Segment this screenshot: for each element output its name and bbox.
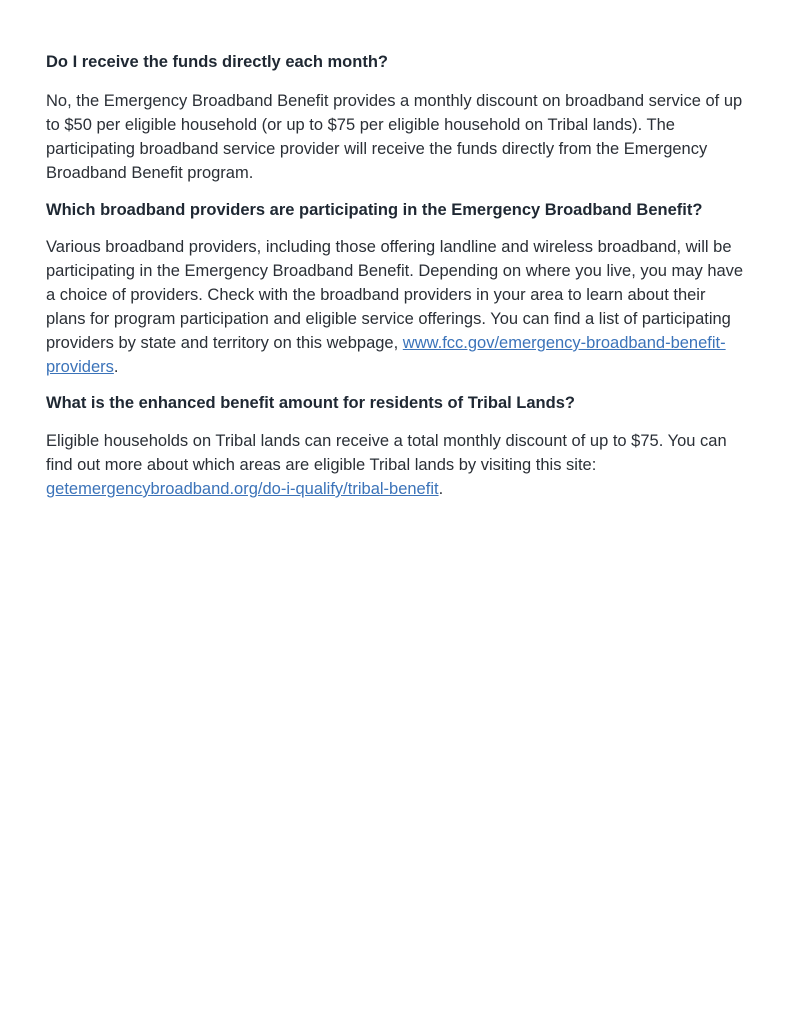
faq-answer-participating-providers — [46, 235, 746, 379]
faq-question-participating-providers: Which broadband providers are participating in the Emergency Broadband Benefit? — [46, 201, 703, 219]
tribal-benefit-link[interactable]: getemergencybroadband.org/do-i-qualify/tribal-benefit — [46, 480, 439, 498]
faq-question-tribal-benefit: What is the enhanced benefit amount for residents of Tribal Lands? — [46, 394, 575, 412]
answer-text-end: . — [113, 358, 119, 376]
faq-answer-funds-directly: No, the Emergency Broadband Benefit provides a monthly discount on broadband service of up to $50 per eligible household (or up to $75 per eligible household on Tribal lands). The participating broadband service provider will receive the funds directly from the Emergency Broadband Benefit program. — [46, 92, 743, 182]
faq-question-funds-directly: Do I receive the funds directly each month? — [46, 53, 388, 71]
faq-answer-tribal-benefit — [46, 429, 746, 501]
document-page — [46, 50, 746, 513]
providers-list-link[interactable]: www.fcc.gov/emergency-broadband-benefit-providers — [46, 334, 726, 376]
answer-text: Eligible households on Tribal lands can receive a total monthly discount of up to $75. You can find out more about which areas are eligible Tribal lands by visiting this site: — [46, 432, 727, 474]
answer-text: Various broadband providers, including those offering landline and wireless broadband, will be participating in the Emergency Broadband Benefit. Depending on where you live, you may have a choice of providers. Check with the broadband providers in your area to learn about their plans for program participation and eligible service offerings. You can find a list of participating providers by state and territory on this webpage, — [46, 238, 744, 352]
answer-text-end: . — [438, 480, 444, 498]
